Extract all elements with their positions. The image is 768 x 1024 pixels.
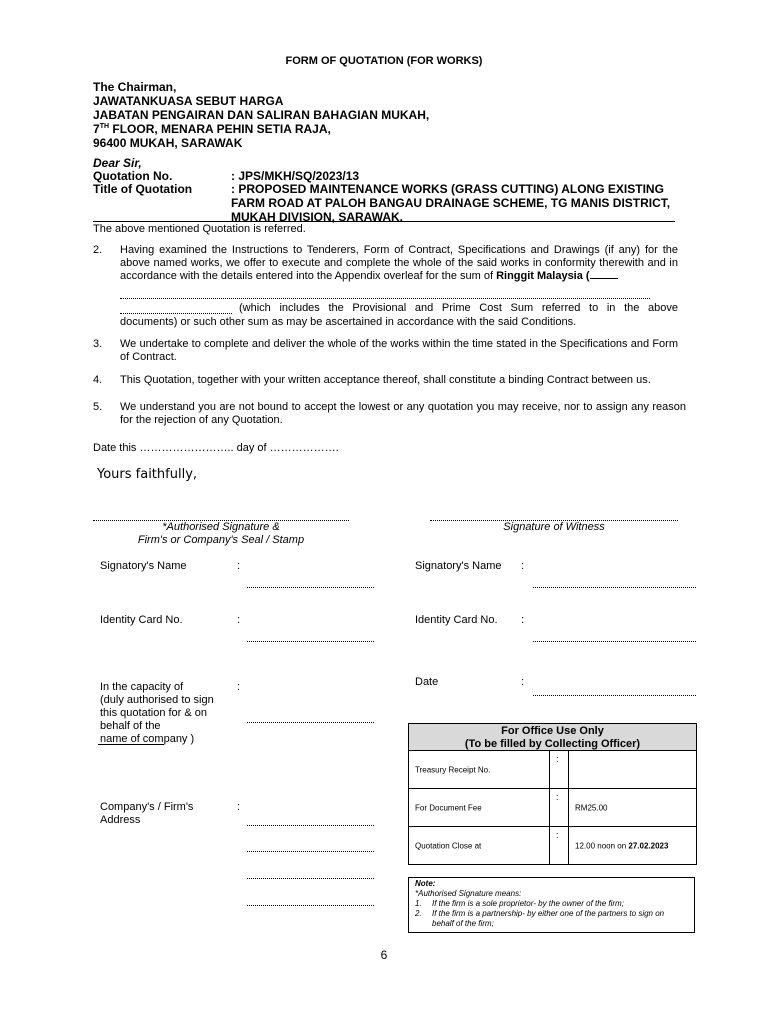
para2-number: 2.: [93, 244, 103, 256]
title-of-quotation-value: : PROPOSED MAINTENANCE WORKS (GRASS CUTTING) ALONG EXISTING FARM ROAD AT PALOH BANGAU DRAINAGE SCHEME, TG MANIS DISTRICT, MUKAH DIVISION, SARAWAK.: [231, 182, 671, 224]
note-item-2: 2. If the firm is a partnership- by either one of the partners to sign on behalf of the firm;: [415, 909, 665, 928]
witness-name-field[interactable]: [533, 587, 696, 588]
referred-text: The above mentioned Quotation is referred.: [93, 223, 306, 235]
witness-identity-colon: :: [521, 614, 525, 626]
witness-date-label: Date: [415, 676, 439, 688]
witness-name-colon: :: [521, 560, 525, 572]
note-item-1: 1. If the firm is a sole proprietor- by the owner of the firm;: [415, 899, 624, 908]
signatory-name-label: Signatory's Name: [100, 560, 187, 572]
title-underline: [93, 221, 675, 222]
capacity-colon: :: [237, 681, 241, 693]
address-field-line-1[interactable]: [247, 825, 374, 826]
note-intro: *Authorised Signature means:: [415, 889, 522, 898]
para5-text: We understand you are not bound to accept the lowest or any quotation you may receive, nor to assign any reason for the rejection of any Quotation.: [120, 401, 686, 426]
quotation-no-value: : JPS/MKH/SQ/2023/13: [231, 169, 360, 183]
quotation-no-label: Quotation No.: [93, 169, 173, 183]
witness-date-colon: :: [521, 676, 525, 688]
form-title: FORM OF QUOTATION (FOR WORKS): [285, 55, 483, 67]
witness-name-label: Signatory's Name: [415, 560, 502, 572]
amount-figure-field[interactable]: [120, 313, 232, 314]
address-label: Company's / Firm's Address: [100, 801, 194, 826]
address-field-line-3[interactable]: [247, 878, 374, 879]
treasury-receipt-row: Treasury Receipt No. :: [409, 751, 696, 789]
identity-card-colon: :: [237, 614, 241, 626]
capacity-field[interactable]: [247, 722, 374, 723]
signatory-name-colon: :: [237, 560, 241, 572]
identity-card-field[interactable]: [247, 641, 374, 642]
witness-signature-caption: Signature of Witness: [503, 521, 605, 533]
office-use-table: [408, 723, 697, 865]
closing: Yours faithfully,: [97, 467, 198, 482]
authorised-signature-caption: *Authorised Signature & Firm's or Company's Seal / Stamp: [137, 521, 305, 546]
note-title: Note:: [415, 879, 436, 888]
para3-number: 3.: [93, 338, 103, 350]
witness-date-field[interactable]: [533, 695, 696, 696]
company-name-underline: [98, 744, 164, 745]
date-line: Date this …………………….. day of ……………….: [93, 442, 339, 454]
title-of-quotation-label: Title of Quotation: [93, 182, 193, 196]
office-use-header: For Office Use Only (To be filled by Collecting Officer): [409, 724, 696, 751]
witness-identity-label: Identity Card No.: [415, 614, 498, 626]
address-line-committee: JAWATANKUASA SEBUT HARGA: [93, 94, 284, 108]
address-field-line-4[interactable]: [247, 905, 374, 906]
para2-continuation-2: documents) or such other sum as may be ascertained in accordance with the said Conditions.: [120, 316, 577, 328]
para4-text: This Quotation, together with your written acceptance thereof, shall constitute a binding Contract between us.: [120, 374, 651, 386]
signatory-name-field[interactable]: [247, 587, 374, 588]
address-line-chairman: The Chairman,: [93, 80, 177, 94]
para2-text: Having examined the Instructions to Tenderers, Form of Contract, Specifications and Drawings (if any) for the above named works, we offer to execute and complete the whole of the said works in conformity therewith and in accordance with the details entered into the Appendix overleaf for the sum of Ringgit Malaysia (: [120, 244, 678, 282]
para3-text: We undertake to complete and deliver the whole of the works within the time stated in the Specifications and Form of Contract.: [120, 338, 678, 363]
para5-number: 5.: [93, 401, 103, 413]
document-fee-row: For Document Fee : RM25.00: [409, 789, 696, 827]
note-box: [408, 877, 695, 933]
address-field-line-2[interactable]: [247, 851, 374, 852]
address-line-postcode: 96400 MUKAH, SARAWAK: [93, 136, 243, 150]
address-block: [93, 80, 429, 150]
page-number: 6: [380, 948, 388, 962]
salutation: Dear Sir,: [93, 156, 142, 170]
address-colon: :: [237, 801, 241, 813]
para2-continuation: (which includes the Provisional and Prime Cost Sum referred to in the above: [239, 302, 678, 314]
witness-identity-field[interactable]: [533, 641, 696, 642]
amount-words-field[interactable]: [120, 298, 650, 299]
identity-card-label: Identity Card No.: [100, 614, 183, 626]
para4-number: 4.: [93, 374, 103, 386]
capacity-label: In the capacity of (duly authorised to sign this quotation for & on behalf of the name of company ): [100, 681, 214, 745]
quotation-close-row: Quotation Close at : 12.00 noon on 27.02.2023: [409, 827, 696, 864]
address-line-department: JABATAN PENGAIRAN DAN SALIRAN BAHAGIAN MUKAH,: [93, 108, 430, 122]
address-line-floor: 7TH FLOOR, MENARA PEHIN SETIA RAJA,: [93, 122, 331, 136]
